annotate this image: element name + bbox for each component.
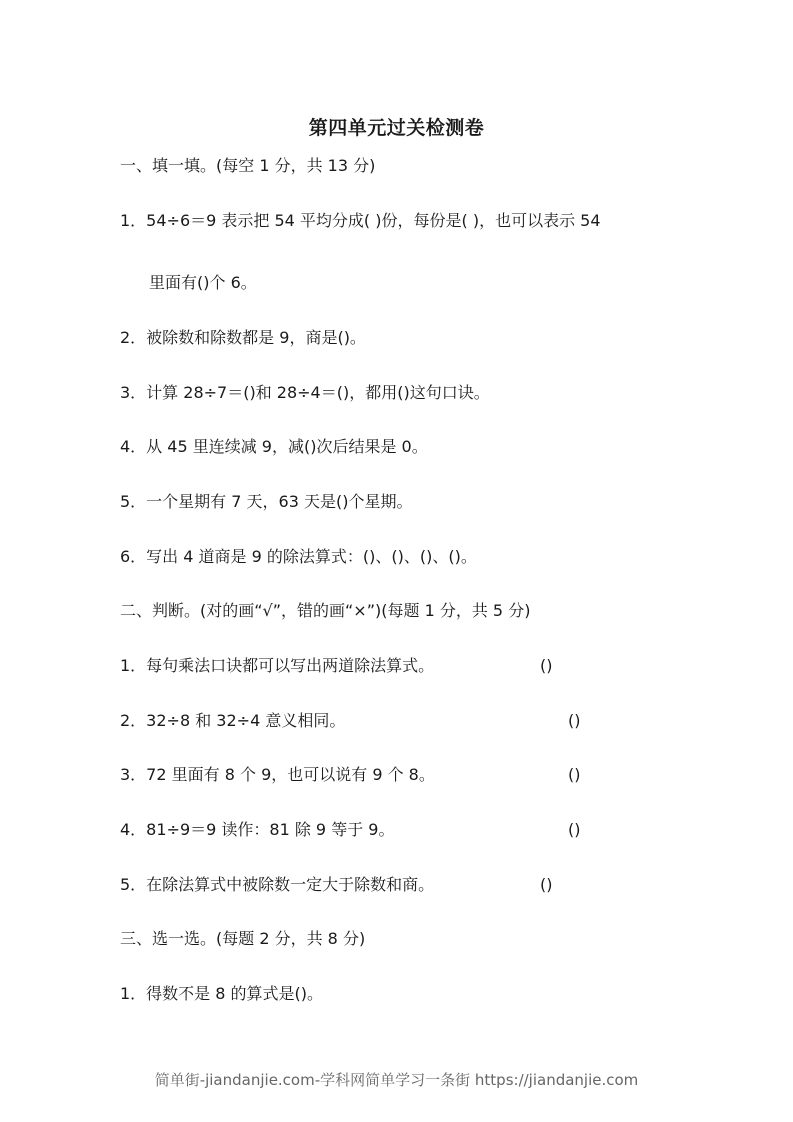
section-3-heading: 三、选一选。(每题 2 分，共 8 分) [120,929,366,948]
question-1-2: 2．被除数和除数都是 9，商是()。 [120,328,366,347]
judge-item-1: 1．每句乘法口诀都可以写出两道除法算式。 [120,656,435,675]
judge-item-5: 5．在除法算式中被除数一定大于除数和商。 [120,875,435,894]
choice-question-1: 1．得数不是 8 的算式是()。 [120,984,324,1003]
judge-item-2: 2．32÷8 和 32÷4 意义相同。 [120,711,346,730]
judge-item-1-paren: () [540,656,553,675]
section-2-heading: 二、判断。(对的画“√”，错的画“×”)(每题 1 分，共 5 分) [120,601,531,620]
question-1-1-line-2: 里面有()个 6。 [149,273,257,292]
judge-item-4: 4．81÷9＝9 读作：81 除 9 等于 9。 [120,820,395,839]
judge-item-3: 3．72 里面有 8 个 9，也可以说有 9 个 8。 [120,765,435,784]
judge-item-4-paren: () [568,820,581,839]
section-1-heading: 一、填一填。(每空 1 分，共 13 分) [120,156,376,175]
question-1-6: 6．写出 4 道商是 9 的除法算式：()、()、()、()。 [120,547,477,566]
page-footer: 简单街-jiandanjie.com-学科网简单学习一条街 https://jiandanjie.com [154,1071,639,1089]
judge-item-2-paren: () [568,711,581,730]
document-title: 第四单元过关检测卷 [308,117,485,139]
question-1-1-line-1: 1．54÷6＝9 表示把 54 平均分成( )份，每份是( )，也可以表示 54 [120,211,601,230]
question-1-3: 3．计算 28÷7＝()和 28÷4＝()，都用()这句口诀。 [120,383,490,402]
judge-item-3-paren: () [568,765,581,784]
question-1-5: 5．一个星期有 7 天，63 天是()个星期。 [120,492,413,511]
judge-item-5-paren: () [540,875,553,894]
question-1-4: 4．从 45 里连续减 9，减()次后结果是 0。 [120,437,428,456]
